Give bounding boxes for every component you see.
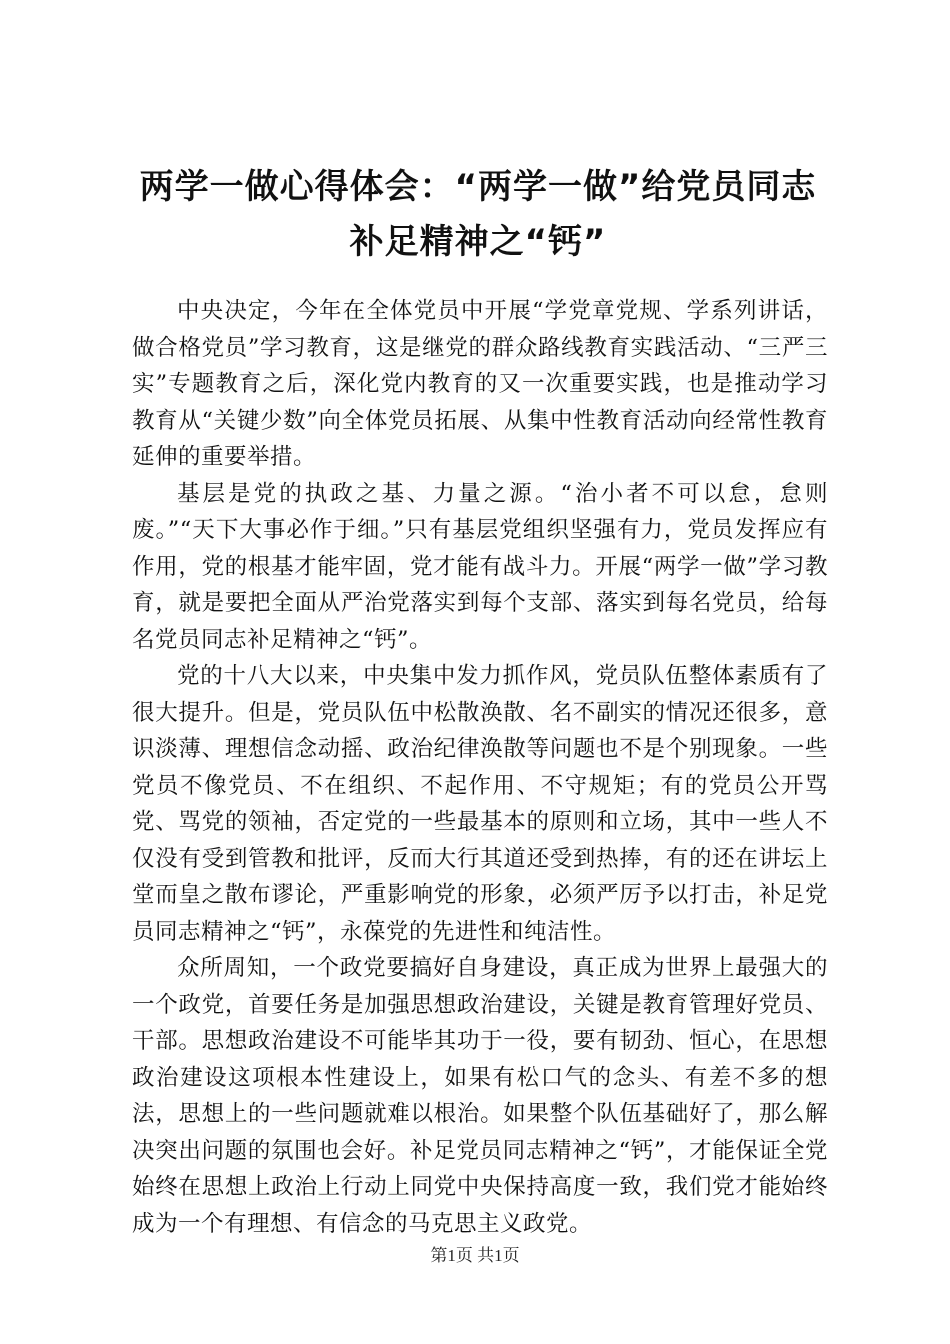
document-title: 两学一做心得体会：“两学一做”给党员同志补足精神之“钙” xyxy=(139,167,817,262)
paragraph-1: 中央决定，今年在全体党员中开展“学党章党规、学系列讲话，做合格党员”学习教育，这是继党的群众路线教育实践活动、“三严三实”专题教育之后，深化党内教育的又一次重要实践，也是推动学习教育从“关键少数”向全体党员拓展、从集中性教育活动向经常性教育延伸的重要举措。 xyxy=(132,298,828,470)
paragraph-2: 基层是党的执政之基、力量之源。“治小者不可以怠，怠则废。”“天下大事必作于细。”只有基层党组织坚强有力，党员发挥应有作用，党的根基才能牢固，党才能有战斗力。开展“两学一做”学习教育，就是要把全面从严治党落实到每个支部、落实到每名党员，给每名党员同志补足精神之“钙”。 xyxy=(132,480,828,653)
paragraph-4: 众所周知，一个政党要搞好自身建设，真正成为世界上最强大的一个政党，首要任务是加强思想政治建设，关键是教育管理好党员、干部。思想政治建设不可能毕其功于一役，要有韧劲、恒心，在思想政治建设这项根本性建设上，如果有松口气的念头、有差不多的想法，思想上的一些问题就难以根治。如果整个队伍基础好了，那么解决突出问题的氛围也会好。补足党员同志精神之“钙”，才能保证全党始终在思想上政治上行动上同党中央保持高度一致，我们党才能始终成为一个有理想、有信念的马克思主义政党。 xyxy=(132,955,828,1237)
document-body xyxy=(132,293,828,1242)
page-number-footer: 第1页 共1页 xyxy=(430,1246,520,1265)
paragraph-3: 党的十八大以来，中央集中发力抓作风，党员队伍整体素质有了很大提升。但是，党员队伍中松散涣散、名不副实的情况还很多，意识淡薄、理想信念动摇、政治纪律涣散等问题也不是个别现象。一些党员不像党员、不在组织、不起作用、不守规矩；有的党员公开骂党、骂党的领袖，否定党的一些最基本的原则和立场，其中一些人不仅没有受到管教和批评，反而大行其道还受到热捧，有的还在讲坛上堂而皇之散布谬论，严重影响党的形象，必须严厉予以打击，补足党员同志精神之“钙”，永葆党的先进性和纯洁性。 xyxy=(132,663,828,945)
